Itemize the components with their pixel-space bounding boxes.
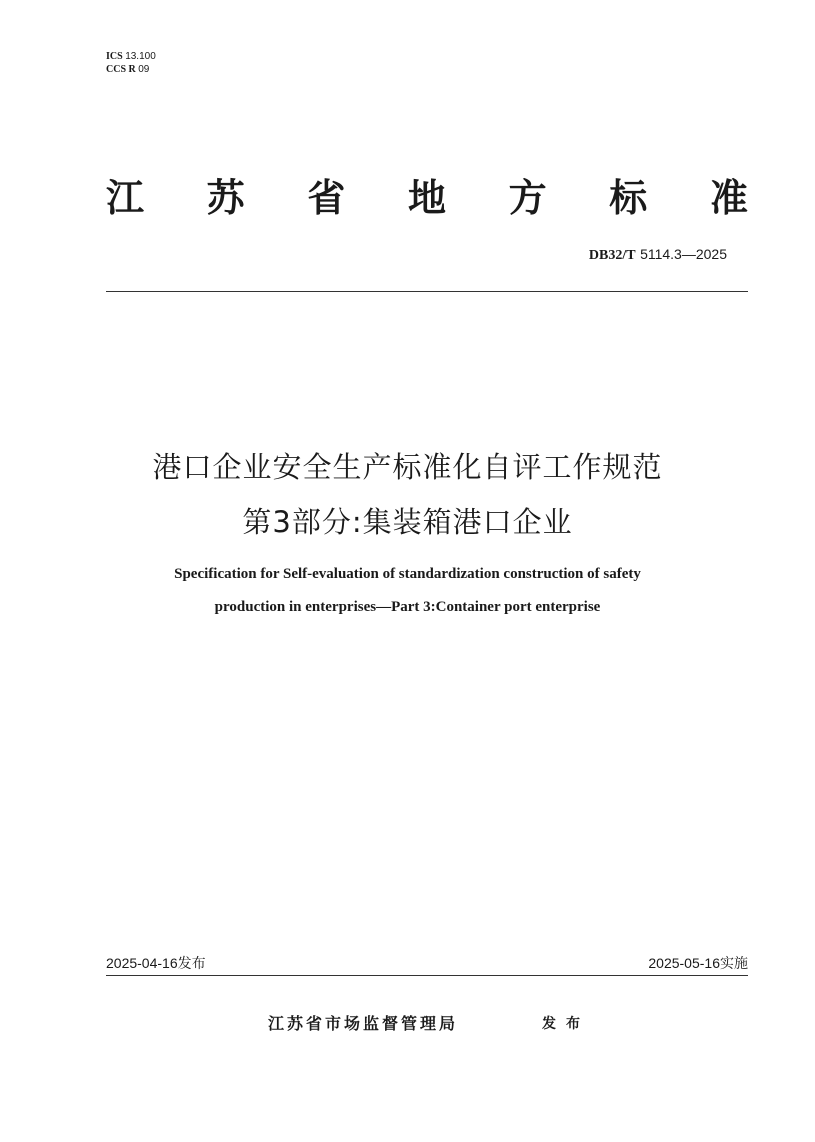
implementation-date: 2025-05-16实施 [648,955,748,971]
main-title-line1: 港口企业安全生产标准化自评工作规范 [152,450,663,484]
heading-char: 苏 [206,176,245,220]
standard-code: 5114.3—2025 [640,246,727,262]
standard-prefix: DB32/T [588,248,636,263]
heading-char: 省 [307,176,346,220]
issue-date: 2025-04-16发布 [106,955,206,971]
ccs-label: CCS R [106,64,136,75]
heading-char: 江 [106,176,145,220]
standard-number [589,246,727,264]
english-title-line2: production in enterprises—Part 3:Container port enterprise [214,599,601,615]
classification-codes [106,50,156,76]
heading-char: 标 [609,176,648,220]
heading-char: 准 [709,176,748,220]
main-title-line2: 第3部分:集装箱港口企业 [242,505,573,539]
ics-value: 13.100 [125,51,156,62]
standard-type-heading [106,172,748,224]
heading-char: 方 [508,176,547,220]
english-title-line1: Specification for Self-evaluation of standardization construction of safety [174,566,641,582]
ics-code [106,50,156,63]
ics-label: ICS [106,51,123,62]
heading-char: 地 [407,176,446,220]
issue-action: 发布 [542,1016,590,1032]
issuing-authority: 江苏省市场监督管理局 [268,1014,459,1033]
ccs-code [106,63,156,76]
footer-divider [106,975,748,976]
ccs-value: 09 [138,64,150,75]
header-divider [106,291,748,292]
